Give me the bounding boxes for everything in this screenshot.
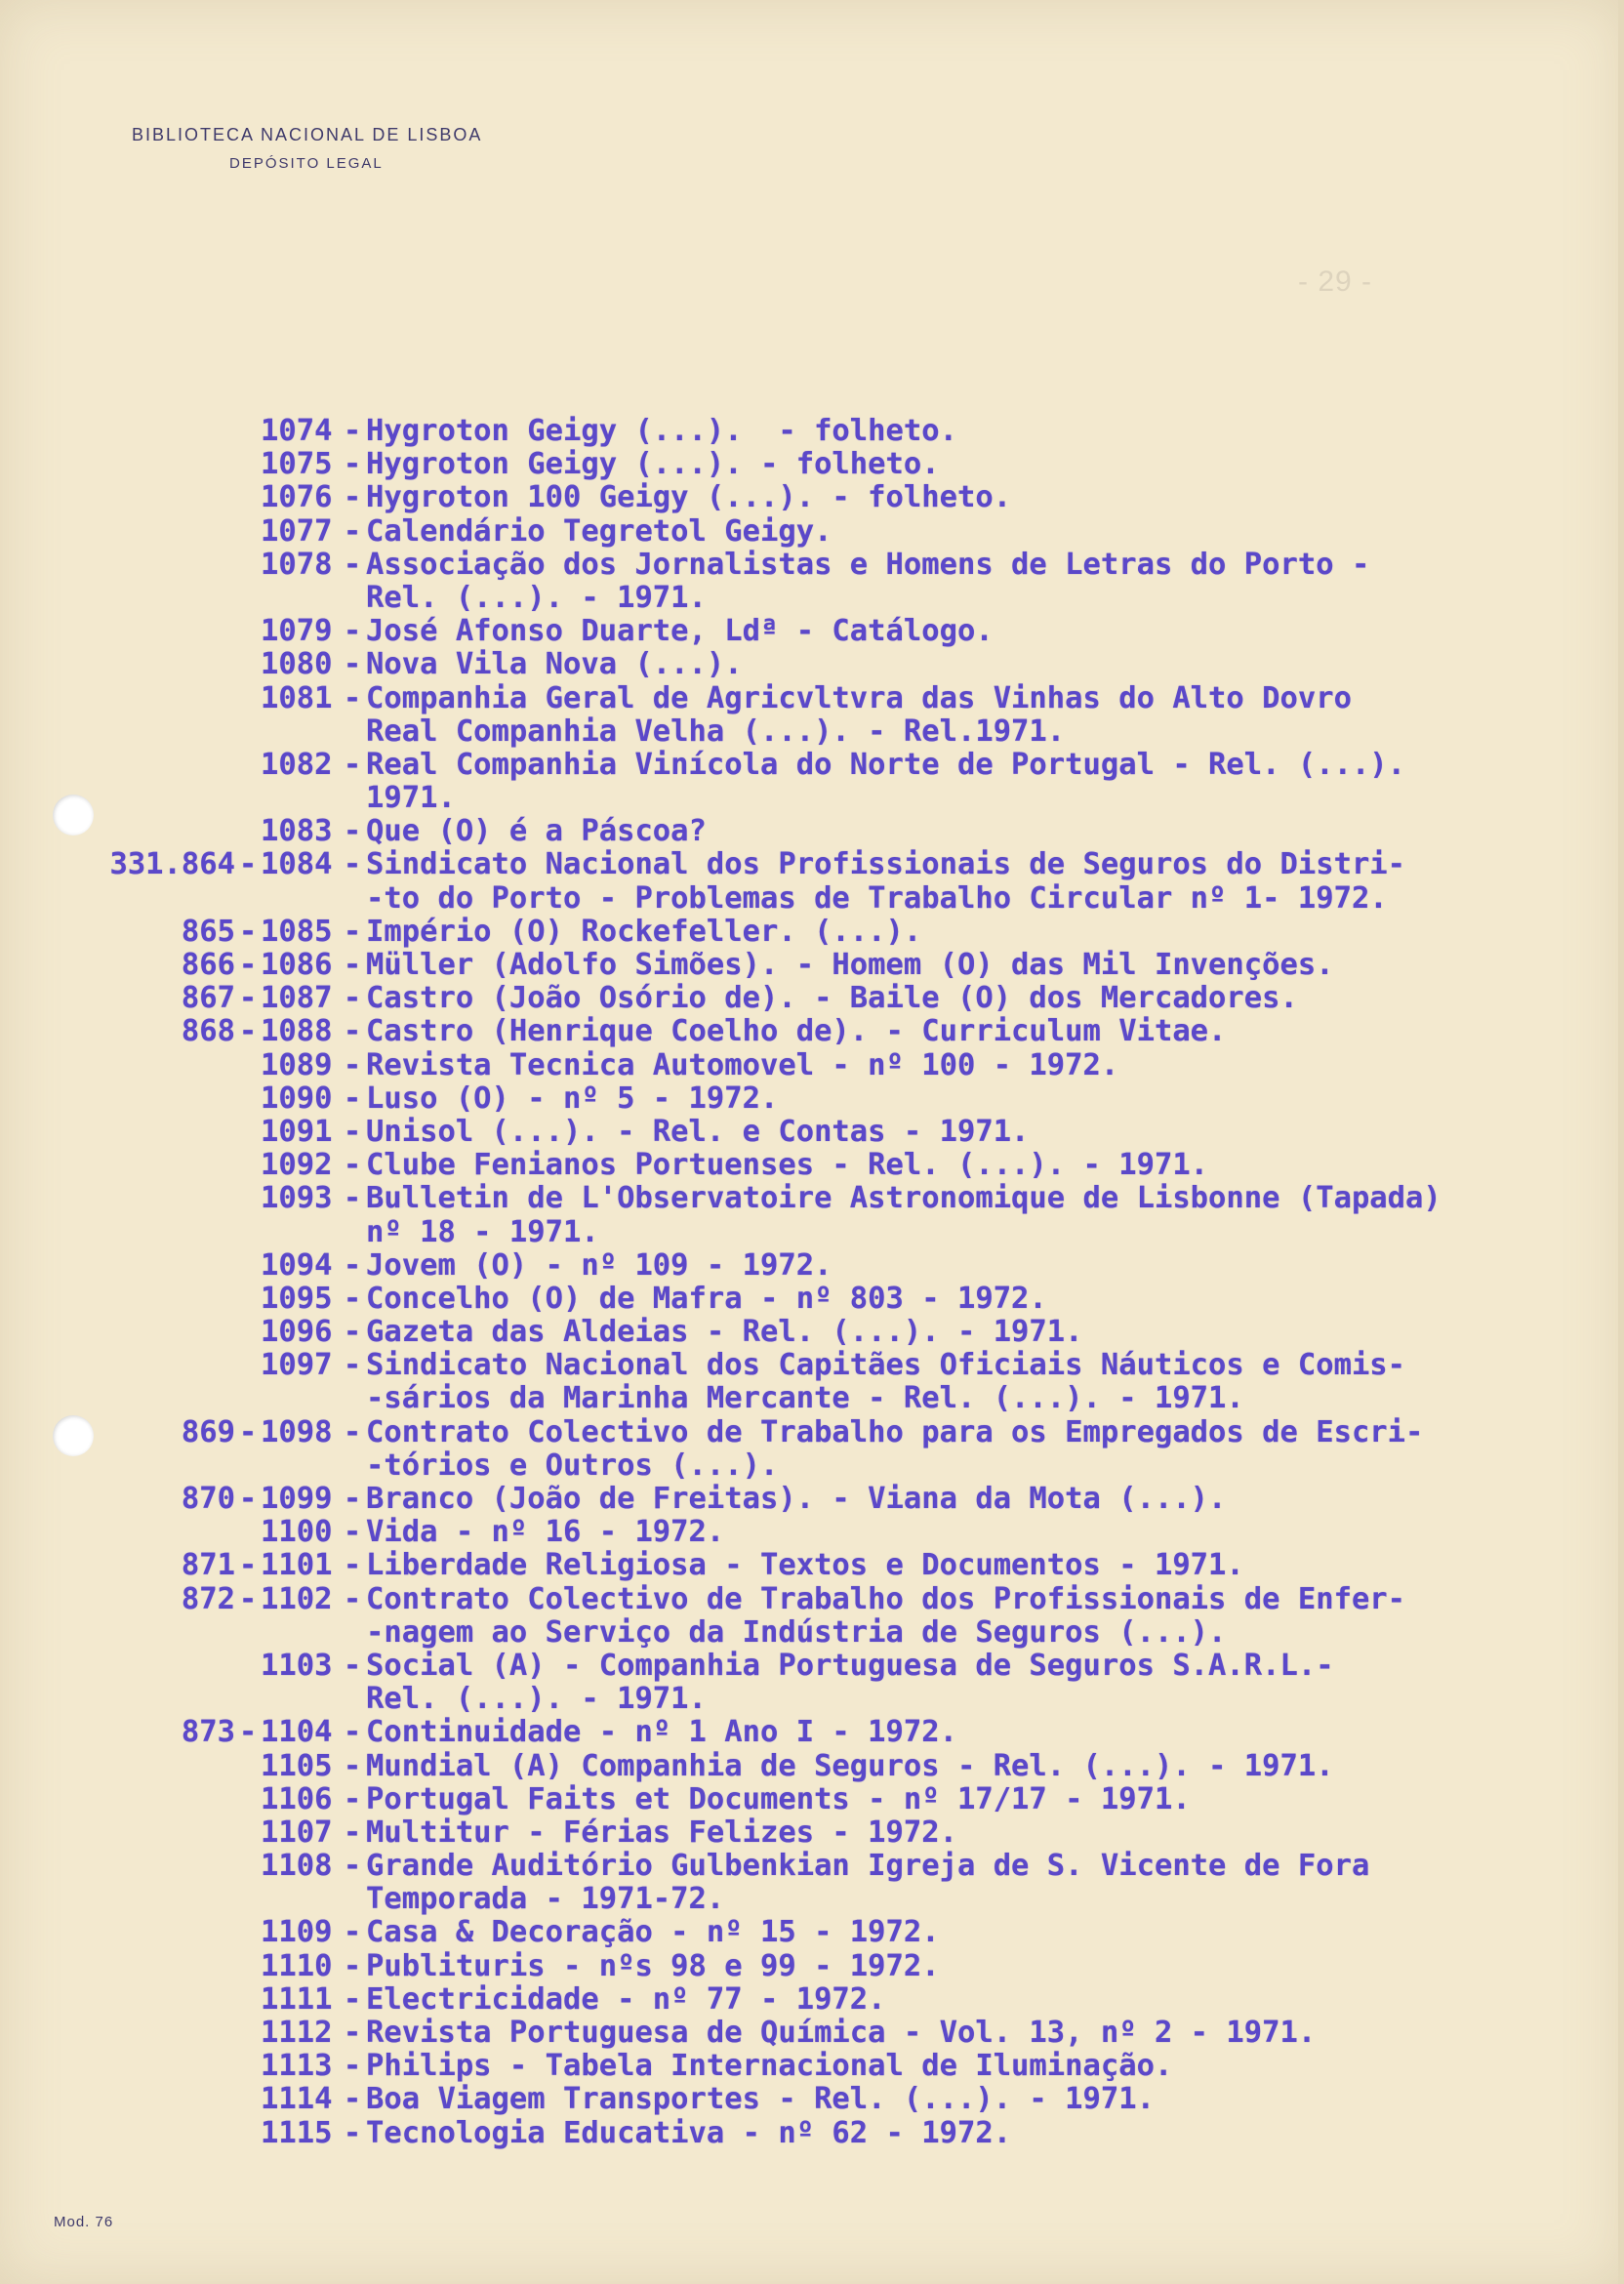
list-item bbox=[68, 1415, 1571, 1448]
list-item bbox=[68, 1148, 1571, 1181]
entry-title: Unisol (...). - Rel. e Contas - 1971. bbox=[366, 1114, 1030, 1149]
entry-title: Continuidade - nº 1 Ano I - 1972. bbox=[366, 1715, 957, 1750]
classification-ref: 869 bbox=[181, 1414, 235, 1449]
entry-title: Tecnologia Educativa - nº 62 - 1972. bbox=[366, 2115, 1012, 2150]
entry-title: -tórios e Outros (...). bbox=[366, 1448, 779, 1483]
entry-title: Temporada - 1971-72. bbox=[366, 1882, 725, 1917]
entry-number: 1091 bbox=[261, 1114, 333, 1149]
entry-title: Castro (Henrique Coelho de). - Curriculum Vitae. bbox=[366, 1014, 1227, 1049]
entry-dash: - bbox=[343, 1515, 362, 1550]
list-item bbox=[68, 814, 1571, 847]
entry-title: Portugal Faits et Documents - nº 17/17 - 1971. bbox=[366, 1781, 1191, 1816]
entry-title: Calendário Tegretol Geigy. bbox=[366, 513, 832, 549]
list-item bbox=[68, 1982, 1571, 2016]
entry-number: 1084 bbox=[261, 847, 333, 882]
entry-number: 1095 bbox=[261, 1281, 333, 1316]
entry-title: José Afonso Duarte, Ldª - Catálogo. bbox=[366, 614, 994, 649]
entry-number: 1102 bbox=[261, 1581, 333, 1616]
list-item bbox=[68, 548, 1571, 581]
list-item bbox=[68, 1849, 1571, 1882]
list-item bbox=[68, 1649, 1571, 1682]
entry-title: Associação dos Jornalistas e Homens de Letras do Porto - bbox=[366, 547, 1370, 582]
entry-dash: - bbox=[343, 614, 362, 649]
list-item bbox=[68, 1381, 1571, 1414]
ref-dash: - bbox=[238, 1414, 258, 1449]
entry-title: Clube Fenianos Portuenses - Rel. (...). - 1971. bbox=[366, 1148, 1209, 1183]
entry-title: -sários da Marinha Mercante - Rel. (...). - 1971. bbox=[366, 1381, 1244, 1416]
entry-dash: - bbox=[343, 1047, 362, 1082]
entry-dash: - bbox=[343, 447, 362, 482]
classification-ref: 867 bbox=[181, 981, 235, 1016]
entry-title: nº 18 - 1971. bbox=[366, 1214, 599, 1249]
entry-dash: - bbox=[343, 1715, 362, 1750]
entry-dash: - bbox=[343, 1849, 362, 1884]
entry-title: Nova Vila Nova (...). bbox=[366, 647, 743, 682]
entry-title: Sindicato Nacional dos Capitães Oficiais Náuticos e Comis- bbox=[366, 1348, 1406, 1383]
entry-title: Casa & Decoração - nº 15 - 1972. bbox=[366, 1915, 940, 1950]
entry-number: 1104 bbox=[261, 1715, 333, 1750]
entry-dash: - bbox=[343, 914, 362, 949]
entry-dash: - bbox=[343, 2049, 362, 2084]
list-item bbox=[68, 981, 1571, 1014]
list-item bbox=[68, 1482, 1571, 1515]
department-name: DEPÓSITO LEGAL bbox=[229, 155, 384, 172]
entry-dash: - bbox=[343, 1948, 362, 1983]
list-item bbox=[68, 414, 1571, 447]
entry-number: 1101 bbox=[261, 1548, 333, 1583]
entry-number: 1111 bbox=[261, 1981, 333, 2017]
entry-title: Multitur - Férias Felizes - 1972. bbox=[366, 1815, 957, 1850]
entry-number: 1106 bbox=[261, 1781, 333, 1816]
ref-dash: - bbox=[238, 914, 258, 949]
classification-ref: 866 bbox=[181, 948, 235, 982]
entry-number: 1083 bbox=[261, 814, 333, 849]
list-item bbox=[68, 447, 1571, 480]
entry-dash: - bbox=[343, 847, 362, 882]
form-code: Mod. 76 bbox=[54, 2214, 114, 2230]
entry-number: 1090 bbox=[261, 1081, 333, 1116]
list-item bbox=[68, 714, 1571, 748]
list-item bbox=[68, 1048, 1571, 1081]
ref-dash: - bbox=[238, 1014, 258, 1049]
entry-dash: - bbox=[343, 1548, 362, 1583]
entry-title: Bulletin de L'Observatoire Astronomique de Lisbonne (Tapada) bbox=[366, 1181, 1441, 1216]
entry-number: 1087 bbox=[261, 981, 333, 1016]
entry-number: 1114 bbox=[261, 2082, 333, 2117]
entry-dash: - bbox=[343, 680, 362, 715]
entry-dash: - bbox=[343, 1781, 362, 1816]
entry-title: Contrato Colectivo de Trabalho dos Profissionais de Enfer- bbox=[366, 1581, 1406, 1616]
list-item bbox=[68, 2116, 1571, 2149]
entry-number: 1074 bbox=[261, 414, 333, 448]
entry-number: 1096 bbox=[261, 1315, 333, 1350]
entry-dash: - bbox=[343, 1148, 362, 1183]
entry-dash: - bbox=[343, 1581, 362, 1616]
list-item bbox=[68, 948, 1571, 981]
ref-dash: - bbox=[238, 1548, 258, 1583]
entry-title: Concelho (O) de Mafra - nº 803 - 1972. bbox=[366, 1281, 1047, 1316]
entry-title: Boa Viagem Transportes - Rel. (...). - 1971. bbox=[366, 2082, 1155, 2117]
classification-ref: 868 bbox=[181, 1014, 235, 1049]
entry-number: 1081 bbox=[261, 680, 333, 715]
entry-title: Revista Portuguesa de Química - Vol. 13, nº 2 - 1971. bbox=[366, 2016, 1317, 2050]
entry-number: 1089 bbox=[261, 1047, 333, 1082]
entry-title: Grande Auditório Gulbenkian Igreja de S. Vicente de Fora bbox=[366, 1849, 1370, 1884]
entry-number: 1109 bbox=[261, 1915, 333, 1950]
ref-dash: - bbox=[238, 1715, 258, 1750]
entry-number: 1077 bbox=[261, 513, 333, 549]
list-item bbox=[68, 1682, 1571, 1715]
classification-ref: 872 bbox=[181, 1581, 235, 1616]
entry-dash: - bbox=[343, 2082, 362, 2117]
entry-number: 1075 bbox=[261, 447, 333, 482]
entry-title: Real Companhia Vinícola do Norte de Portugal - Rel. (...). bbox=[366, 747, 1406, 782]
entry-title: Que (O) é a Páscoa? bbox=[366, 814, 707, 849]
list-item bbox=[68, 1915, 1571, 1948]
entry-title: Luso (O) - nº 5 - 1972. bbox=[366, 1081, 779, 1116]
entry-dash: - bbox=[343, 747, 362, 782]
register-list bbox=[68, 414, 1571, 2149]
entry-title: Social (A) - Companhia Portuguesa de Seguros S.A.R.L.- bbox=[366, 1648, 1334, 1683]
list-item bbox=[68, 881, 1571, 915]
ref-dash: - bbox=[238, 847, 258, 882]
entry-dash: - bbox=[343, 1281, 362, 1316]
entry-title: Hygroton Geigy (...). - folheto. bbox=[366, 447, 940, 482]
list-item bbox=[68, 1782, 1571, 1815]
entry-dash: - bbox=[343, 414, 362, 448]
list-item bbox=[68, 581, 1571, 614]
letterhead bbox=[132, 125, 482, 172]
entry-title: Mundial (A) Companhia de Seguros - Rel. (...). - 1971. bbox=[366, 1748, 1334, 1783]
list-item bbox=[68, 1548, 1571, 1581]
entry-number: 1078 bbox=[261, 547, 333, 582]
entry-title: Sindicato Nacional dos Profissionais de Seguros do Distri- bbox=[366, 847, 1406, 882]
entry-dash: - bbox=[343, 1348, 362, 1383]
list-item bbox=[68, 1749, 1571, 1782]
entry-number: 1094 bbox=[261, 1247, 333, 1283]
entry-number: 1097 bbox=[261, 1348, 333, 1383]
ref-dash: - bbox=[238, 1581, 258, 1616]
entry-title: Companhia Geral de Agricvltvra das Vinhas do Alto Dovro bbox=[366, 680, 1352, 715]
list-item bbox=[68, 1081, 1571, 1115]
entry-dash: - bbox=[343, 1915, 362, 1950]
list-item bbox=[68, 1715, 1571, 1748]
list-item bbox=[68, 847, 1571, 880]
list-item bbox=[68, 781, 1571, 814]
list-item bbox=[68, 1815, 1571, 1849]
entry-title: Hygroton Geigy (...). - folheto. bbox=[366, 414, 957, 448]
classification-ref: 873 bbox=[181, 1715, 235, 1750]
entry-dash: - bbox=[343, 2115, 362, 2150]
list-item bbox=[68, 2049, 1571, 2082]
entry-title: Real Companhia Velha (...). - Rel.1971. bbox=[366, 714, 1066, 749]
entry-number: 1108 bbox=[261, 1849, 333, 1884]
list-item bbox=[68, 1515, 1571, 1548]
entry-number: 1103 bbox=[261, 1648, 333, 1683]
classification-ref: 865 bbox=[181, 914, 235, 949]
list-item bbox=[68, 1014, 1571, 1047]
institution-name: BIBLIOTECA NACIONAL DE LISBOA bbox=[132, 125, 483, 144]
paper-edge bbox=[1618, 0, 1624, 2284]
list-item bbox=[68, 1315, 1571, 1348]
entry-dash: - bbox=[343, 1414, 362, 1449]
entry-title: Philips - Tabela Internacional de Iluminação. bbox=[366, 2049, 1173, 2084]
entry-dash: - bbox=[343, 1482, 362, 1516]
list-item bbox=[68, 1949, 1571, 1982]
list-item bbox=[68, 514, 1571, 548]
entry-title: 1971. bbox=[366, 781, 456, 816]
list-item bbox=[68, 2082, 1571, 2115]
list-item bbox=[68, 2016, 1571, 2049]
entry-number: 1082 bbox=[261, 747, 333, 782]
entry-title: Müller (Adolfo Simões). - Homem (O) das Mil Invenções. bbox=[366, 948, 1334, 982]
list-item bbox=[68, 647, 1571, 680]
entry-title: Liberdade Religiosa - Textos e Documentos - 1971. bbox=[366, 1548, 1244, 1583]
entry-dash: - bbox=[343, 1748, 362, 1783]
list-item bbox=[68, 1115, 1571, 1148]
entry-title: Branco (João de Freitas). - Viana da Mota (...). bbox=[366, 1482, 1227, 1516]
list-item bbox=[68, 1448, 1571, 1482]
entry-dash: - bbox=[343, 1114, 362, 1149]
entry-dash: - bbox=[343, 513, 362, 549]
ref-dash: - bbox=[238, 948, 258, 982]
entry-number: 1099 bbox=[261, 1482, 333, 1516]
entry-number: 1100 bbox=[261, 1515, 333, 1550]
entry-dash: - bbox=[343, 547, 362, 582]
entry-title: Jovem (O) - nº 109 - 1972. bbox=[366, 1247, 832, 1283]
entry-number: 1086 bbox=[261, 948, 333, 982]
entry-title: Publituris - nºs 98 e 99 - 1972. bbox=[366, 1948, 940, 1983]
entry-number: 1115 bbox=[261, 2115, 333, 2150]
list-item bbox=[68, 1348, 1571, 1381]
entry-title: Hygroton 100 Geigy (...). - folheto. bbox=[366, 480, 1012, 515]
entry-title: Rel. (...). - 1971. bbox=[366, 580, 707, 615]
entry-number: 1093 bbox=[261, 1181, 333, 1216]
entry-title: -to do Porto - Problemas de Trabalho Circular nº 1- 1972. bbox=[366, 880, 1388, 916]
entry-title: Vida - nº 16 - 1972. bbox=[366, 1515, 725, 1550]
classification-ref: 870 bbox=[181, 1482, 235, 1516]
entry-number: 1085 bbox=[261, 914, 333, 949]
entry-title: Gazeta das Aldeias - Rel. (...). - 1971. bbox=[366, 1315, 1083, 1350]
entry-dash: - bbox=[343, 1815, 362, 1850]
entry-title: Castro (João Osório de). - Baile (O) dos Mercadores. bbox=[366, 981, 1298, 1016]
entry-dash: - bbox=[343, 1014, 362, 1049]
entry-dash: - bbox=[343, 1315, 362, 1350]
list-item bbox=[68, 1615, 1571, 1649]
list-item bbox=[68, 1248, 1571, 1282]
entry-number: 1113 bbox=[261, 2049, 333, 2084]
entry-title: Rel. (...). - 1971. bbox=[366, 1682, 707, 1717]
list-item bbox=[68, 748, 1571, 781]
classification-ref: 871 bbox=[181, 1548, 235, 1583]
entry-dash: - bbox=[343, 1981, 362, 2017]
list-item bbox=[68, 1282, 1571, 1315]
list-item bbox=[68, 681, 1571, 714]
entry-number: 1076 bbox=[261, 480, 333, 515]
entry-dash: - bbox=[343, 981, 362, 1016]
list-item bbox=[68, 1181, 1571, 1214]
ref-dash: - bbox=[238, 1482, 258, 1516]
entry-dash: - bbox=[343, 814, 362, 849]
entry-number: 1107 bbox=[261, 1815, 333, 1850]
entry-title: Império (O) Rockefeller. (...). bbox=[366, 914, 922, 949]
entry-number: 1112 bbox=[261, 2016, 333, 2050]
ref-dash: - bbox=[238, 981, 258, 1016]
list-item bbox=[68, 614, 1571, 647]
list-item bbox=[68, 915, 1571, 948]
entry-title: Contrato Colectivo de Trabalho para os Empregados de Escri- bbox=[366, 1414, 1424, 1449]
list-item bbox=[68, 1582, 1571, 1615]
entry-dash: - bbox=[343, 1648, 362, 1683]
entry-dash: - bbox=[343, 1247, 362, 1283]
entry-title: Revista Tecnica Automovel - nº 100 - 1972. bbox=[366, 1047, 1119, 1082]
entry-title: -nagem ao Serviço da Indústria de Seguros (...). bbox=[366, 1614, 1227, 1650]
entry-title: Electricidade - nº 77 - 1972. bbox=[366, 1981, 886, 2017]
classification-ref: 331.864 bbox=[109, 847, 235, 882]
entry-number: 1110 bbox=[261, 1948, 333, 1983]
entry-dash: - bbox=[343, 480, 362, 515]
entry-dash: - bbox=[343, 948, 362, 982]
entry-number: 1098 bbox=[261, 1414, 333, 1449]
entry-number: 1105 bbox=[261, 1748, 333, 1783]
entry-dash: - bbox=[343, 2016, 362, 2050]
entry-dash: - bbox=[343, 1081, 362, 1116]
entry-dash: - bbox=[343, 647, 362, 682]
entry-number: 1080 bbox=[261, 647, 333, 682]
page-number: - 29 - bbox=[1298, 265, 1373, 298]
list-item bbox=[68, 1215, 1571, 1248]
entry-dash: - bbox=[343, 1181, 362, 1216]
list-item bbox=[68, 1882, 1571, 1915]
list-item bbox=[68, 480, 1571, 513]
entry-number: 1088 bbox=[261, 1014, 333, 1049]
entry-number: 1092 bbox=[261, 1148, 333, 1183]
entry-number: 1079 bbox=[261, 614, 333, 649]
